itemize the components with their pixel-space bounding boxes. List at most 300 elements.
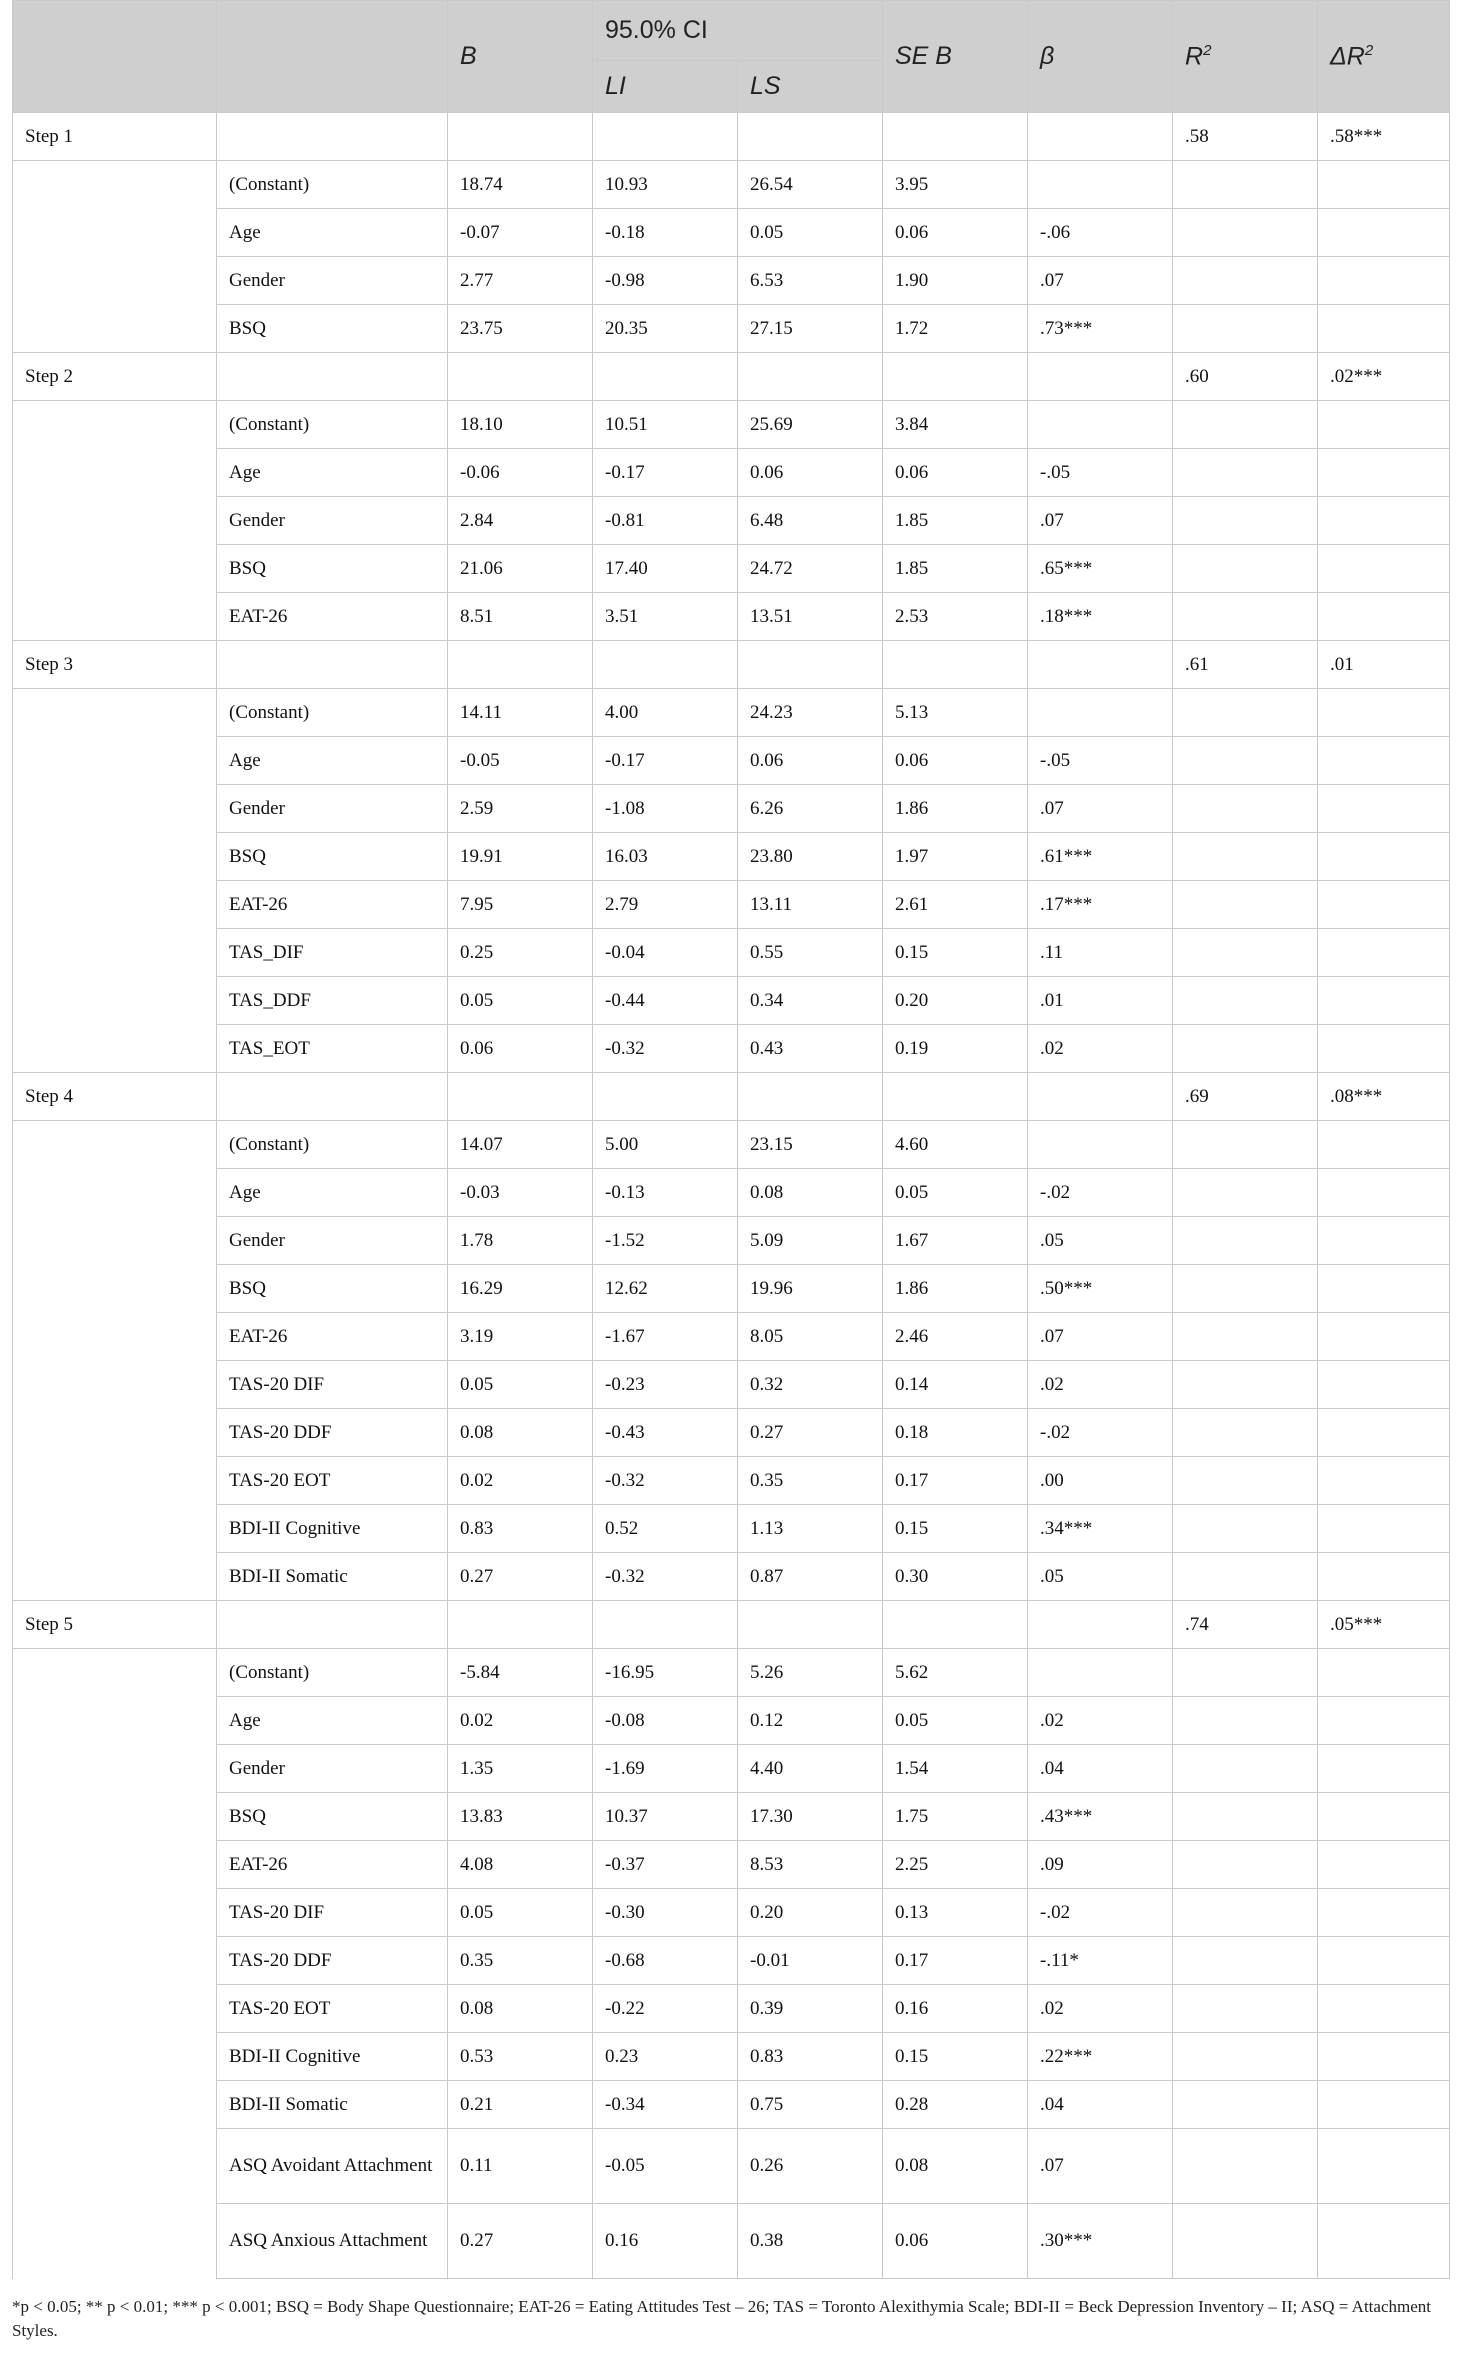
predictor-name: Gender (217, 497, 448, 545)
empty-cell (1173, 1457, 1318, 1505)
table-row (13, 737, 1450, 785)
header-r2: $R^2$ (1173, 1, 1318, 113)
empty-cell (593, 1073, 738, 1121)
table-row (13, 977, 1450, 1025)
step-row (13, 353, 1450, 401)
table-row (13, 2204, 1450, 2279)
se-b-value: 0.20 (883, 977, 1028, 1025)
empty-cell (1173, 449, 1318, 497)
se-b-value: 0.17 (883, 1937, 1028, 1985)
empty-cell (13, 1313, 217, 1361)
predictor-name: BDI-II Somatic (217, 1553, 448, 1601)
se-b-value: 2.46 (883, 1313, 1028, 1361)
empty-cell (1173, 1265, 1318, 1313)
ci-lower-value: 16.03 (593, 833, 738, 881)
ci-upper-value: 5.09 (738, 1217, 883, 1265)
empty-cell (1318, 545, 1450, 593)
b-value: 0.02 (448, 1697, 593, 1745)
b-value: 0.27 (448, 2204, 593, 2279)
empty-cell (1318, 497, 1450, 545)
beta-value: .05 (1028, 1553, 1173, 1601)
r2-value: .60 (1173, 353, 1318, 401)
empty-cell (1318, 929, 1450, 977)
empty-cell (13, 1553, 217, 1601)
beta-value: .07 (1028, 1313, 1173, 1361)
predictor-name: BSQ (217, 833, 448, 881)
table-row (13, 689, 1450, 737)
header-ci: 95.0% CI (593, 1, 883, 61)
empty-cell (13, 833, 217, 881)
ci-upper-value: 5.26 (738, 1649, 883, 1697)
step-row (13, 1073, 1450, 1121)
se-b-value: 0.06 (883, 2204, 1028, 2279)
predictor-name: Gender (217, 785, 448, 833)
empty-cell (1173, 689, 1318, 737)
b-value: 0.83 (448, 1505, 593, 1553)
ci-lower-value: -1.69 (593, 1745, 738, 1793)
ci-lower-value: -0.08 (593, 1697, 738, 1745)
empty-cell (1173, 737, 1318, 785)
se-b-value: 0.06 (883, 449, 1028, 497)
empty-cell (1173, 1505, 1318, 1553)
beta-value (1028, 401, 1173, 449)
predictor-name: Age (217, 1697, 448, 1745)
b-value: 2.84 (448, 497, 593, 545)
step-label: Step 1 (13, 113, 217, 161)
ci-lower-value: -0.32 (593, 1025, 738, 1073)
empty-cell (1318, 689, 1450, 737)
empty-cell (13, 977, 217, 1025)
se-b-value: 3.95 (883, 161, 1028, 209)
ci-upper-value: 24.72 (738, 545, 883, 593)
empty-cell (1318, 1265, 1450, 1313)
ci-upper-value: 0.38 (738, 2204, 883, 2279)
empty-cell (1173, 1025, 1318, 1073)
b-value: 0.11 (448, 2129, 593, 2204)
empty-cell (13, 737, 217, 785)
b-value: 3.19 (448, 1313, 593, 1361)
ci-lower-value: -0.81 (593, 497, 738, 545)
predictor-name: BDI-II Cognitive (217, 1505, 448, 1553)
predictor-name: EAT-26 (217, 593, 448, 641)
empty-cell (13, 305, 217, 353)
table-row (13, 1265, 1450, 1313)
beta-value: -.06 (1028, 209, 1173, 257)
ci-upper-value: 24.23 (738, 689, 883, 737)
table-row (13, 161, 1450, 209)
predictor-name: Age (217, 737, 448, 785)
ci-upper-value: 0.20 (738, 1889, 883, 1937)
empty-cell (1318, 1937, 1450, 1985)
empty-cell (1318, 1841, 1450, 1889)
ci-upper-value: 8.53 (738, 1841, 883, 1889)
ci-lower-value: -0.23 (593, 1361, 738, 1409)
predictor-name: TAS_DDF (217, 977, 448, 1025)
b-value: 1.78 (448, 1217, 593, 1265)
se-b-value: 0.06 (883, 209, 1028, 257)
empty-cell (1173, 2081, 1318, 2129)
empty-cell (13, 497, 217, 545)
empty-cell (13, 1025, 217, 1073)
empty-cell (13, 1217, 217, 1265)
r2-value: .69 (1173, 1073, 1318, 1121)
empty-cell (13, 593, 217, 641)
step-row (13, 641, 1450, 689)
delta-r2-value: .02*** (1318, 353, 1450, 401)
b-value: -0.03 (448, 1169, 593, 1217)
empty-cell (217, 113, 448, 161)
predictor-name: EAT-26 (217, 1841, 448, 1889)
se-b-value: 0.16 (883, 1985, 1028, 2033)
empty-cell (1318, 1121, 1450, 1169)
ci-upper-value: -0.01 (738, 1937, 883, 1985)
empty-cell (1173, 1937, 1318, 1985)
beta-value: .02 (1028, 1025, 1173, 1073)
b-value: 0.06 (448, 1025, 593, 1073)
empty-cell (1318, 1985, 1450, 2033)
ci-upper-value: 8.05 (738, 1313, 883, 1361)
table-row (13, 1937, 1450, 1985)
predictor-name: BSQ (217, 1265, 448, 1313)
empty-cell (738, 113, 883, 161)
se-b-value: 0.14 (883, 1361, 1028, 1409)
empty-cell (1028, 1601, 1173, 1649)
ci-upper-value: 23.80 (738, 833, 883, 881)
empty-cell (1173, 1169, 1318, 1217)
ci-lower-value: -0.22 (593, 1985, 738, 2033)
ci-lower-value: 10.37 (593, 1793, 738, 1841)
empty-cell (1318, 401, 1450, 449)
empty-cell (593, 641, 738, 689)
beta-value: -.02 (1028, 1409, 1173, 1457)
beta-value: .18*** (1028, 593, 1173, 641)
ci-lower-value: -0.32 (593, 1457, 738, 1505)
r2-value: .58 (1173, 113, 1318, 161)
table-row (13, 2033, 1450, 2081)
empty-cell (1318, 1697, 1450, 1745)
se-b-value: 0.19 (883, 1025, 1028, 1073)
table-row (13, 1649, 1450, 1697)
table-row (13, 1361, 1450, 1409)
beta-value: -.11* (1028, 1937, 1173, 1985)
predictor-name: Age (217, 1169, 448, 1217)
ci-lower-value: 10.51 (593, 401, 738, 449)
empty-cell (1173, 1409, 1318, 1457)
beta-value: .00 (1028, 1457, 1173, 1505)
beta-value: .07 (1028, 2129, 1173, 2204)
ci-upper-value: 0.06 (738, 737, 883, 785)
empty-cell (13, 1745, 217, 1793)
se-b-value: 0.30 (883, 1553, 1028, 1601)
beta-value: .07 (1028, 785, 1173, 833)
empty-cell (1318, 1169, 1450, 1217)
predictor-name: TAS_EOT (217, 1025, 448, 1073)
beta-value: .02 (1028, 1697, 1173, 1745)
ci-upper-value: 0.12 (738, 1697, 883, 1745)
ci-lower-value: -0.17 (593, 449, 738, 497)
empty-cell (1173, 785, 1318, 833)
empty-cell (1318, 257, 1450, 305)
empty-cell (1173, 161, 1318, 209)
empty-cell (883, 1601, 1028, 1649)
empty-cell (1318, 977, 1450, 1025)
table-row (13, 401, 1450, 449)
empty-cell (13, 1697, 217, 1745)
se-b-value: 2.53 (883, 593, 1028, 641)
b-value: 14.07 (448, 1121, 593, 1169)
empty-cell (1173, 257, 1318, 305)
ci-upper-value: 13.51 (738, 593, 883, 641)
empty-cell (13, 1265, 217, 1313)
step-label: Step 4 (13, 1073, 217, 1121)
b-value: 0.25 (448, 929, 593, 977)
empty-cell (448, 113, 593, 161)
se-b-value: 1.75 (883, 1793, 1028, 1841)
ci-lower-value: 20.35 (593, 305, 738, 353)
empty-cell (13, 1649, 217, 1697)
empty-cell (448, 1601, 593, 1649)
se-b-value: 5.62 (883, 1649, 1028, 1697)
ci-upper-value: 0.87 (738, 1553, 883, 1601)
ci-lower-value: -0.44 (593, 977, 738, 1025)
ci-upper-value: 0.75 (738, 2081, 883, 2129)
se-b-value: 0.17 (883, 1457, 1028, 1505)
ci-lower-value: -0.13 (593, 1169, 738, 1217)
empty-cell (1173, 305, 1318, 353)
table-body (13, 113, 1450, 2279)
empty-cell (13, 1793, 217, 1841)
se-b-value: 2.25 (883, 1841, 1028, 1889)
ci-upper-value: 19.96 (738, 1265, 883, 1313)
empty-cell (1318, 1745, 1450, 1793)
empty-cell (1318, 2081, 1450, 2129)
empty-cell (1318, 1217, 1450, 1265)
header-blank-2 (217, 1, 448, 113)
ci-lower-value: -0.30 (593, 1889, 738, 1937)
empty-cell (1318, 1505, 1450, 1553)
se-b-value: 0.15 (883, 2033, 1028, 2081)
empty-cell (1173, 401, 1318, 449)
empty-cell (217, 353, 448, 401)
ci-upper-value: 0.05 (738, 209, 883, 257)
beta-value: .02 (1028, 1985, 1173, 2033)
empty-cell (1173, 1361, 1318, 1409)
predictor-name: TAS-20 DDF (217, 1409, 448, 1457)
ci-lower-value: 0.52 (593, 1505, 738, 1553)
empty-cell (1318, 305, 1450, 353)
empty-cell (1318, 785, 1450, 833)
empty-cell (217, 1073, 448, 1121)
table-row (13, 449, 1450, 497)
empty-cell (738, 1601, 883, 1649)
delta-r2-value: .08*** (1318, 1073, 1450, 1121)
delta-r2-value: .01 (1318, 641, 1450, 689)
b-value: 0.53 (448, 2033, 593, 2081)
beta-value: .50*** (1028, 1265, 1173, 1313)
header-se-b: SE B (883, 1, 1028, 113)
empty-cell (1318, 2129, 1450, 2204)
empty-cell (13, 1457, 217, 1505)
empty-cell (1318, 2033, 1450, 2081)
step-label: Step 5 (13, 1601, 217, 1649)
empty-cell (1318, 1457, 1450, 1505)
b-value: 4.08 (448, 1841, 593, 1889)
empty-cell (1318, 209, 1450, 257)
header-ls: LS (738, 61, 883, 113)
empty-cell (1318, 1889, 1450, 1937)
se-b-value: 1.72 (883, 305, 1028, 353)
table-row (13, 1505, 1450, 1553)
empty-cell (13, 2033, 217, 2081)
ci-lower-value: -1.52 (593, 1217, 738, 1265)
table-row (13, 1793, 1450, 1841)
empty-cell (13, 785, 217, 833)
beta-value: .30*** (1028, 2204, 1173, 2279)
empty-cell (1318, 1313, 1450, 1361)
predictor-name: Gender (217, 257, 448, 305)
ci-upper-value: 0.35 (738, 1457, 883, 1505)
b-value: 0.05 (448, 1361, 593, 1409)
b-value: 18.74 (448, 161, 593, 209)
beta-value: .22*** (1028, 2033, 1173, 2081)
predictor-name: BDI-II Cognitive (217, 2033, 448, 2081)
table-row (13, 1025, 1450, 1073)
empty-cell (217, 641, 448, 689)
ci-lower-value: 0.16 (593, 2204, 738, 2279)
empty-cell (1173, 1121, 1318, 1169)
table-header (13, 1, 1450, 113)
predictor-name: (Constant) (217, 161, 448, 209)
r2-value: .74 (1173, 1601, 1318, 1649)
table-footnote: *p < 0.05; ** p < 0.01; *** p < 0.001; BSQ = Body Shape Questionnaire; EAT-26 = Eating Attitudes Test – 26; TAS = Toronto Alexithymia Scale; BDI-II = Beck Depression Inventory – II; ASQ = Attachment Styles. (12, 2297, 1431, 2340)
beta-value: .07 (1028, 497, 1173, 545)
predictor-name: Age (217, 449, 448, 497)
predictor-name: TAS-20 EOT (217, 1985, 448, 2033)
empty-cell (13, 1505, 217, 1553)
ci-lower-value: -0.34 (593, 2081, 738, 2129)
step-label: Step 3 (13, 641, 217, 689)
b-value: -0.05 (448, 737, 593, 785)
se-b-value: 1.86 (883, 1265, 1028, 1313)
table-row (13, 2081, 1450, 2129)
empty-cell (1318, 737, 1450, 785)
ci-upper-value: 17.30 (738, 1793, 883, 1841)
ci-upper-value: 0.26 (738, 2129, 883, 2204)
empty-cell (1173, 1649, 1318, 1697)
se-b-value: 0.06 (883, 737, 1028, 785)
b-value: 0.02 (448, 1457, 593, 1505)
empty-cell (1173, 1985, 1318, 2033)
predictor-name: BSQ (217, 1793, 448, 1841)
table-row (13, 1313, 1450, 1361)
se-b-value: 2.61 (883, 881, 1028, 929)
se-b-value: 0.05 (883, 1697, 1028, 1745)
b-value: 14.11 (448, 689, 593, 737)
b-value: 7.95 (448, 881, 593, 929)
header-delta-r2: $\Delta R^2$ (1318, 1, 1450, 113)
empty-cell (738, 353, 883, 401)
empty-cell (13, 449, 217, 497)
predictor-name: (Constant) (217, 401, 448, 449)
empty-cell (1173, 545, 1318, 593)
ci-lower-value: -0.37 (593, 1841, 738, 1889)
empty-cell (13, 2204, 217, 2279)
empty-cell (13, 929, 217, 977)
b-value: 18.10 (448, 401, 593, 449)
beta-value: .04 (1028, 2081, 1173, 2129)
table-row (13, 1745, 1450, 1793)
beta-value: .09 (1028, 1841, 1173, 1889)
se-b-value: 3.84 (883, 401, 1028, 449)
empty-cell (1173, 209, 1318, 257)
empty-cell (1318, 2204, 1450, 2279)
empty-cell (1173, 881, 1318, 929)
empty-cell (448, 641, 593, 689)
empty-cell (13, 1841, 217, 1889)
table-row (13, 497, 1450, 545)
se-b-value: 1.86 (883, 785, 1028, 833)
beta-value: .04 (1028, 1745, 1173, 1793)
table-row (13, 1457, 1450, 1505)
ci-lower-value: 3.51 (593, 593, 738, 641)
beta-value (1028, 689, 1173, 737)
header-blank-1 (13, 1, 217, 113)
regression-table-container (12, 0, 1449, 2279)
se-b-value: 4.60 (883, 1121, 1028, 1169)
ci-upper-value: 1.13 (738, 1505, 883, 1553)
empty-cell (1318, 1361, 1450, 1409)
empty-cell (13, 1121, 217, 1169)
delta-r2-value: .05*** (1318, 1601, 1450, 1649)
empty-cell (883, 113, 1028, 161)
empty-cell (13, 1169, 217, 1217)
predictor-name: TAS-20 DDF (217, 1937, 448, 1985)
predictor-name: TAS_DIF (217, 929, 448, 977)
beta-value (1028, 1649, 1173, 1697)
step-row (13, 113, 1450, 161)
ci-lower-value: 12.62 (593, 1265, 738, 1313)
empty-cell (13, 689, 217, 737)
ci-lower-value: 10.93 (593, 161, 738, 209)
ci-upper-value: 0.27 (738, 1409, 883, 1457)
ci-lower-value: -0.43 (593, 1409, 738, 1457)
empty-cell (593, 353, 738, 401)
ci-upper-value: 6.48 (738, 497, 883, 545)
header-beta: β (1028, 1, 1173, 113)
b-value: 0.05 (448, 1889, 593, 1937)
beta-value: .17*** (1028, 881, 1173, 929)
empty-cell (1173, 2204, 1318, 2279)
predictor-name: (Constant) (217, 1121, 448, 1169)
empty-cell (1318, 593, 1450, 641)
empty-cell (1318, 1025, 1450, 1073)
beta-value: .01 (1028, 977, 1173, 1025)
predictor-name: ASQ Anxious Attachment (217, 2204, 448, 2279)
ci-upper-value: 0.08 (738, 1169, 883, 1217)
empty-cell (1318, 1409, 1450, 1457)
ci-lower-value: -0.05 (593, 2129, 738, 2204)
r2-value: .61 (1173, 641, 1318, 689)
ci-lower-value: 2.79 (593, 881, 738, 929)
ci-lower-value: -0.98 (593, 257, 738, 305)
beta-value: .73*** (1028, 305, 1173, 353)
b-value: -0.06 (448, 449, 593, 497)
b-value: 0.21 (448, 2081, 593, 2129)
beta-value: .02 (1028, 1361, 1173, 1409)
se-b-value: 0.15 (883, 1505, 1028, 1553)
empty-cell (1173, 1553, 1318, 1601)
predictor-name: TAS-20 DIF (217, 1361, 448, 1409)
